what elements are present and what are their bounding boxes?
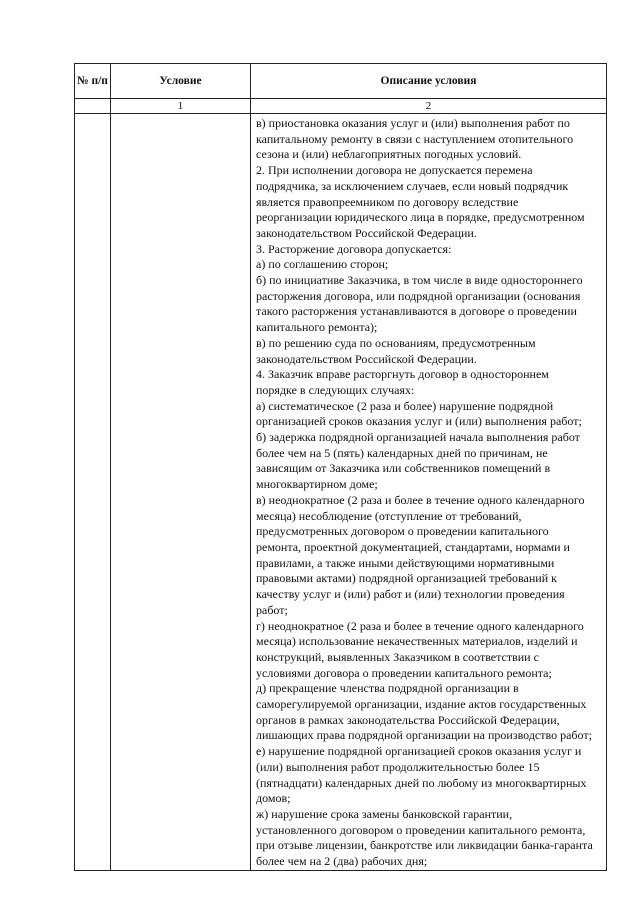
description-line: а) систематическое (2 раза и более) нарушение подрядной [256, 398, 554, 413]
description-line: сезона и (или) неблагоприятных погодных условий. [256, 147, 522, 162]
description-line: порядке в следующих случаях: [256, 382, 415, 397]
description-line: при отзыве лицензии, банкротстве или ликвидации банка-гаранта [256, 838, 593, 853]
header-row [75, 64, 607, 99]
description-line: саморегулируемой организации, издание актов государственных [256, 697, 587, 712]
index-description-cell: 2 [251, 99, 607, 114]
description-line: е) нарушение подрядной организацией сроков оказания услуг и [256, 744, 582, 759]
description-line: правилами, а также иными действующими нормативными [256, 555, 555, 570]
description-line: организацией сроков оказания услуг и (или) выполнения работ; [256, 414, 582, 429]
description-line: д) прекращение членства подрядной организации в [256, 681, 519, 696]
table-row [75, 114, 607, 871]
description-line: законодательством Российской Федерации. [256, 351, 477, 366]
description-line: месяца) использование некачественных материалов, изделий и [256, 634, 578, 649]
description-line: правовыми актами) подрядной организацией требований к [256, 571, 557, 586]
description-line: ж) нарушение срока замены банковской гарантии, [256, 806, 513, 821]
description-line: а) по соглашению сторон; [256, 257, 389, 272]
description-line: работ; [256, 602, 288, 617]
description-line: (или) выполнения работ продолжительностью более 15 [256, 759, 540, 774]
description-line: 3. Расторжение договора допускается: [256, 241, 452, 256]
description-line: г) неоднократное (2 раза и более в течение одного календарного [256, 618, 584, 633]
description-line: б) задержка подрядной организацией начала выполнения работ [256, 430, 580, 445]
description-line: месяца) несоблюдение (отступление от требований, [256, 508, 522, 523]
description-line: условиями договора о проведении капитального ремонта; [256, 665, 552, 680]
description-line: подрядчика, за исключением случаев, если новый подрядчик [256, 178, 569, 193]
num-cell [75, 114, 111, 871]
description-line: капитальному ремонту в связи с наступлением отопительного [256, 131, 574, 146]
condition-cell [111, 114, 251, 871]
index-num-cell [75, 99, 111, 114]
description-line: б) по инициативе Заказчика, в том числе в виде одностороннего [256, 273, 583, 288]
description-line: капитального ремонта); [256, 320, 378, 335]
description-line: предусмотренных договором о проведении капитального [256, 524, 549, 539]
description-line: (пятнадцати) календарных дней по любому из многоквартирных [256, 775, 587, 790]
index-condition-cell: 1 [111, 99, 251, 114]
description-line: конструкций, выявленных Заказчиком в соответствии с [256, 649, 539, 664]
description-line: в) неоднократное (2 раза и более в течение одного календарного [256, 492, 585, 507]
description-line: более чем на 5 (пять) календарных дней по причинам, не [256, 445, 548, 460]
description-line: такого расторжения устанавливаются в договоре о проведении [256, 304, 577, 319]
description-line: качеству услуг и (или) работ и (или) технологии проведения [256, 587, 565, 602]
header-num: № п/п [75, 64, 111, 99]
description-line: в) приостановка оказания услуг и (или) выполнения работ по [256, 116, 570, 130]
description-line: зависящим от Заказчика или собственников помещений в [256, 461, 551, 476]
description-line: 4. Заказчик вправе расторгнуть договор в одностороннем [256, 367, 549, 382]
header-condition: Условие [111, 64, 251, 99]
description-line: является правопреемником по договору вследствие [256, 194, 519, 209]
description-line: расторжения договора, или подрядной организации (основания [256, 288, 581, 303]
description-line: органов в рамках законодательства Российской Федерации, [256, 712, 560, 727]
column-index-row [75, 99, 607, 114]
description-cell [251, 114, 607, 871]
header-description: Описание условия [251, 64, 607, 99]
description-line: реорганизации юридического лица в порядке, предусмотренном [256, 210, 585, 225]
description-line: 2. При исполнении договора не допускается перемена [256, 163, 533, 178]
description-line: домов; [256, 791, 291, 806]
description-line: установленного договором о проведении капитального ремонта, [256, 822, 586, 837]
description-line: в) по решению суда по основаниям, предусмотренным [256, 335, 536, 350]
description-line: законодательством Российской Федерации. [256, 225, 477, 240]
description-line: ремонта, проектной документацией, стандартами, нормами и [256, 539, 570, 554]
description-line: более чем на 2 (два) рабочих дня; [256, 854, 428, 869]
conditions-table [74, 63, 607, 871]
description-line: лишающих права подрядной организации на производство работ; [256, 728, 592, 743]
description-line: многоквартирном доме; [256, 477, 378, 492]
